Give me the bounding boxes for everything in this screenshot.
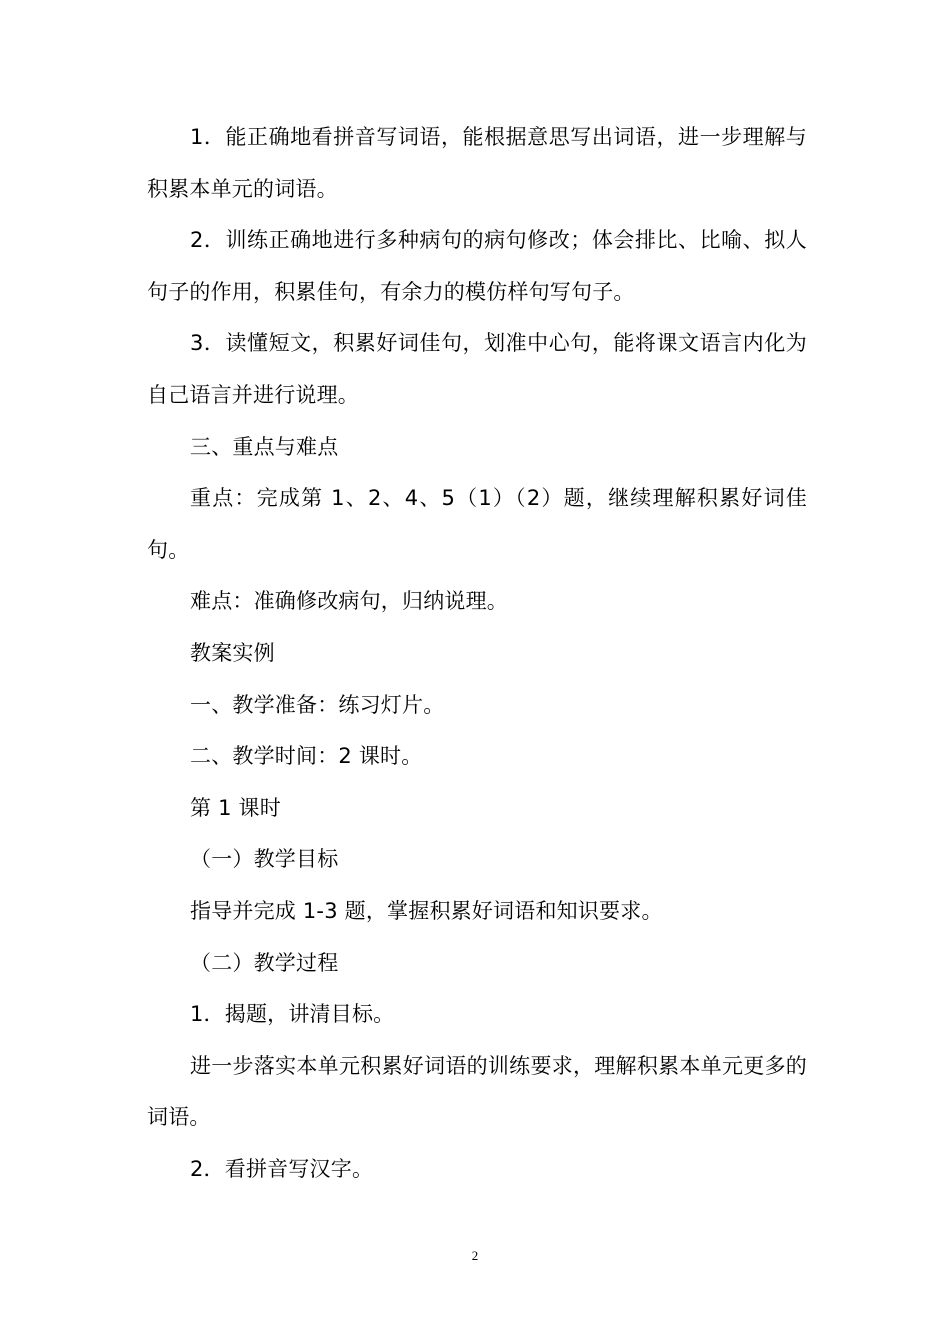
paragraph-preparation: 一、教学准备：练习灯片。 xyxy=(190,692,445,717)
section-heading-lesson-example: 教案实例 xyxy=(190,640,275,665)
paragraph-teaching-time: 二、教学时间：2 课时。 xyxy=(190,744,423,769)
document-body xyxy=(147,112,807,1195)
section-heading-key-points: 三、重点与难点 xyxy=(190,434,339,459)
paragraph-difficulties: 难点：准确修改病句，归纳说理。 xyxy=(190,589,508,614)
paragraph-process-detail: 进一步落实本单元积累好词语的训练要求，理解积累本单元更多的词语。 xyxy=(147,1053,807,1130)
page-number: 2 xyxy=(471,1248,479,1263)
paragraph-process-step-2: 2．看拼音写汉字。 xyxy=(190,1156,374,1181)
heading-lesson-1: 第 1 课时 xyxy=(190,795,281,820)
heading-teaching-process: （二）教学过程 xyxy=(190,950,339,975)
paragraph-objective-1: 1．能正确地看拼音写词语，能根据意思写出词语，进一步理解与积累本单元的词语。 xyxy=(147,125,807,201)
paragraph-process-step-1: 1．揭题，讲清目标。 xyxy=(190,1002,395,1027)
paragraph-objective-3: 3．读懂短文，积累好词佳句，划准中心句，能将课文语言内化为自己语言并进行说理。 xyxy=(147,331,807,407)
paragraph-teaching-goals: 指导并完成 1-3 题，掌握积累好词语和知识要求。 xyxy=(190,898,663,923)
paragraph-key-points: 重点：完成第 1、2、4、5（1）（2）题，继续理解积累好词佳句。 xyxy=(147,486,807,562)
paragraph-objective-2: 2．训练正确地进行多种病句的病句修改；体会排比、比喻、拟人句子的作用，积累佳句，有余力的模仿样句写句子。 xyxy=(147,228,807,304)
heading-teaching-goals: （一）教学目标 xyxy=(190,847,339,872)
